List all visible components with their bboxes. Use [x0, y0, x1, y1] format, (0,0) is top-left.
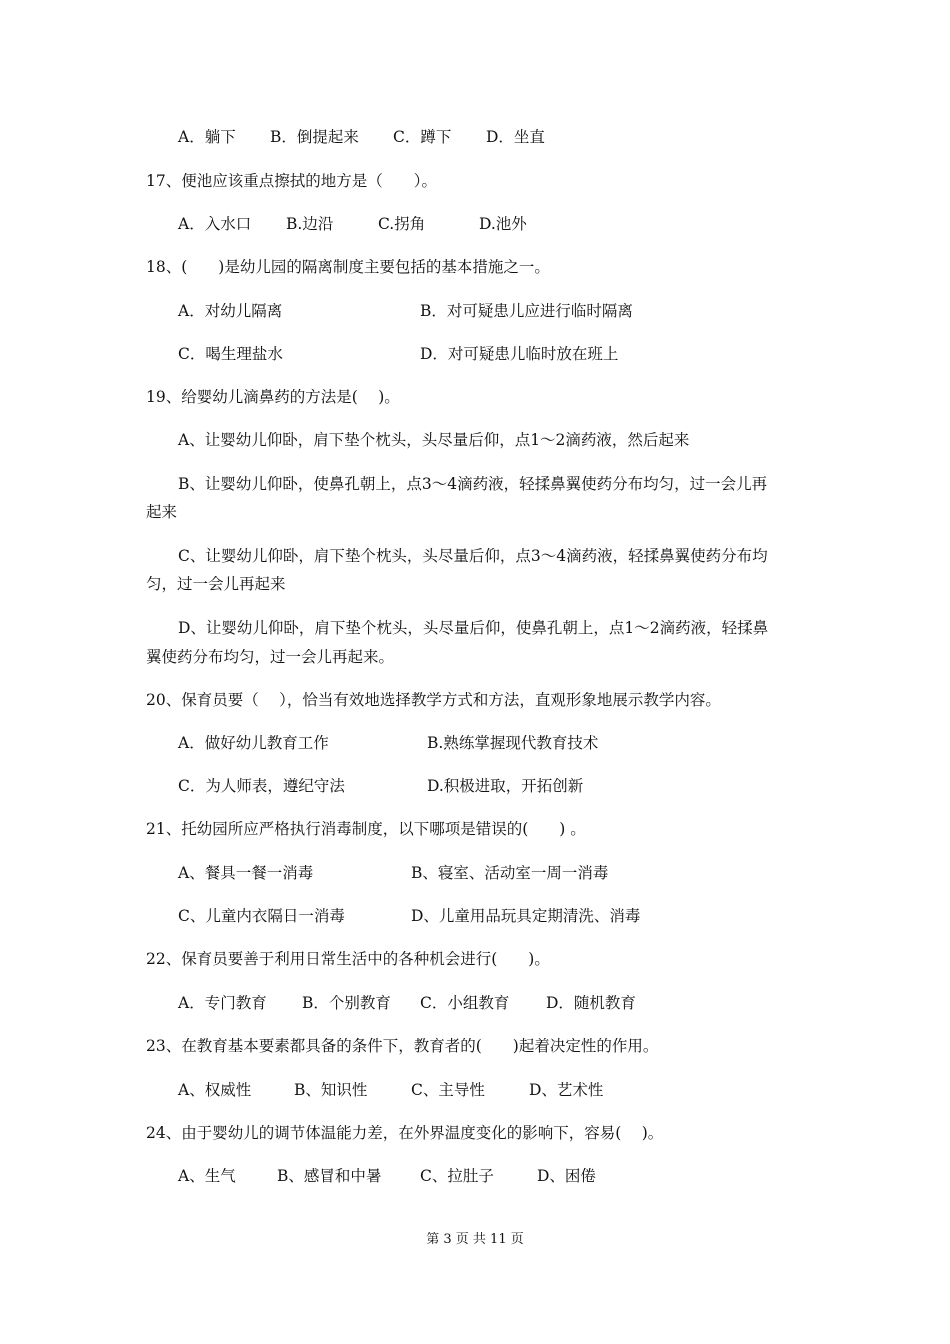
q22-option-d: D．随机教育	[546, 994, 636, 1012]
q24-stem: 24、由于婴幼儿的调节体温能力差，在外界温度变化的影响下，容易( )。	[146, 1124, 664, 1142]
q18-option-a: A．对幼儿隔离	[178, 302, 283, 320]
q17-option-a: A．入水口	[178, 215, 252, 233]
q20-option-c: C．为人师表，遵纪守法	[178, 777, 345, 795]
q18-option-d: D．对可疑患儿临时放在班上	[420, 345, 619, 363]
q16-option-b: B．倒提起来	[270, 128, 359, 146]
q20-option-d: D.积极进取，开拓创新	[427, 777, 584, 795]
q24-option-c: C、拉肚子	[420, 1167, 494, 1185]
q21-stem: 21、托幼园所应严格执行消毒制度，以下哪项是错误的( ) 。	[146, 820, 586, 838]
q21-option-a: A、餐具一餐一消毒	[178, 864, 314, 882]
q19-option-c-line2: 匀，过一会儿再起来	[146, 575, 286, 593]
q16-option-d: D．坐直	[486, 128, 545, 146]
q17-option-c: C.拐角	[378, 215, 426, 233]
q20-stem: 20、保育员要（ ），恰当有效地选择教学方式和方法，直观形象地展示教学内容。	[146, 691, 721, 709]
q23-option-d: D、艺术性	[529, 1081, 604, 1099]
q22-option-b: B．个别教育	[302, 994, 391, 1012]
q19-option-c-line1: C、让婴幼儿仰卧，肩下垫个枕头，头尽量后仰，点3～4滴药液，轻揉鼻翼使药分布均	[178, 547, 768, 565]
q22-option-c: C．小组教育	[420, 994, 510, 1012]
q19-option-b-line1: B、让婴幼儿仰卧，使鼻孔朝上，点3～4滴药液，轻揉鼻翼使药分布均匀，过一会儿再	[178, 475, 768, 493]
q18-stem: 18、( )是幼儿园的隔离制度主要包括的基本措施之一。	[146, 258, 550, 276]
q24-option-d: D、困倦	[537, 1167, 596, 1185]
q19-stem: 19、给婴幼儿滴鼻药的方法是( )。	[146, 388, 400, 406]
q19-option-a: A、让婴幼儿仰卧，肩下垫个枕头，头尽量后仰，点1～2滴药液，然后起来	[178, 431, 690, 449]
q21-option-b: B、寝室、活动室一周一消毒	[411, 864, 609, 882]
q18-option-c: C．喝生理盐水	[178, 345, 283, 363]
q18-option-b: B．对可疑患儿应进行临时隔离	[420, 302, 633, 320]
q20-option-a: A．做好幼儿教育工作	[178, 734, 329, 752]
q20-option-b: B.熟练掌握现代教育技术	[427, 734, 599, 752]
q17-option-d: D.池外	[479, 215, 527, 233]
q23-option-a: A、权威性	[178, 1081, 252, 1099]
q17-option-b: B.边沿	[286, 215, 334, 233]
q21-option-d: D、儿童用品玩具定期清洗、消毒	[411, 907, 641, 925]
q19-option-d-line1: D、让婴幼儿仰卧，肩下垫个枕头，头尽量后仰，使鼻孔朝上，点1～2滴药液，轻揉鼻	[178, 619, 769, 637]
q22-option-a: A．专门教育	[178, 994, 267, 1012]
q21-option-c: C、儿童内衣隔日一消毒	[178, 907, 345, 925]
q23-option-b: B、知识性	[294, 1081, 368, 1099]
q17-stem: 17、便池应该重点擦拭的地方是（ ）。	[146, 172, 437, 190]
q24-option-a: A、生气	[178, 1167, 236, 1185]
q16-option-a: A．躺下	[178, 128, 236, 146]
q23-option-c: C、主导性	[411, 1081, 485, 1099]
q16-option-c: C．蹲下	[393, 128, 452, 146]
q22-stem: 22、保育员要善于利用日常生活中的各种机会进行( )。	[146, 950, 550, 968]
q19-option-d-line2: 翼使药分布均匀，过一会儿再起来。	[146, 648, 395, 666]
q23-stem: 23、在教育基本要素都具备的条件下，教育者的( )起着决定性的作用。	[146, 1037, 659, 1055]
page-footer: 第 3 页 共 11 页	[426, 1232, 524, 1247]
q19-option-b-line2: 起来	[146, 503, 178, 521]
q24-option-b: B、感冒和中暑	[277, 1167, 382, 1185]
